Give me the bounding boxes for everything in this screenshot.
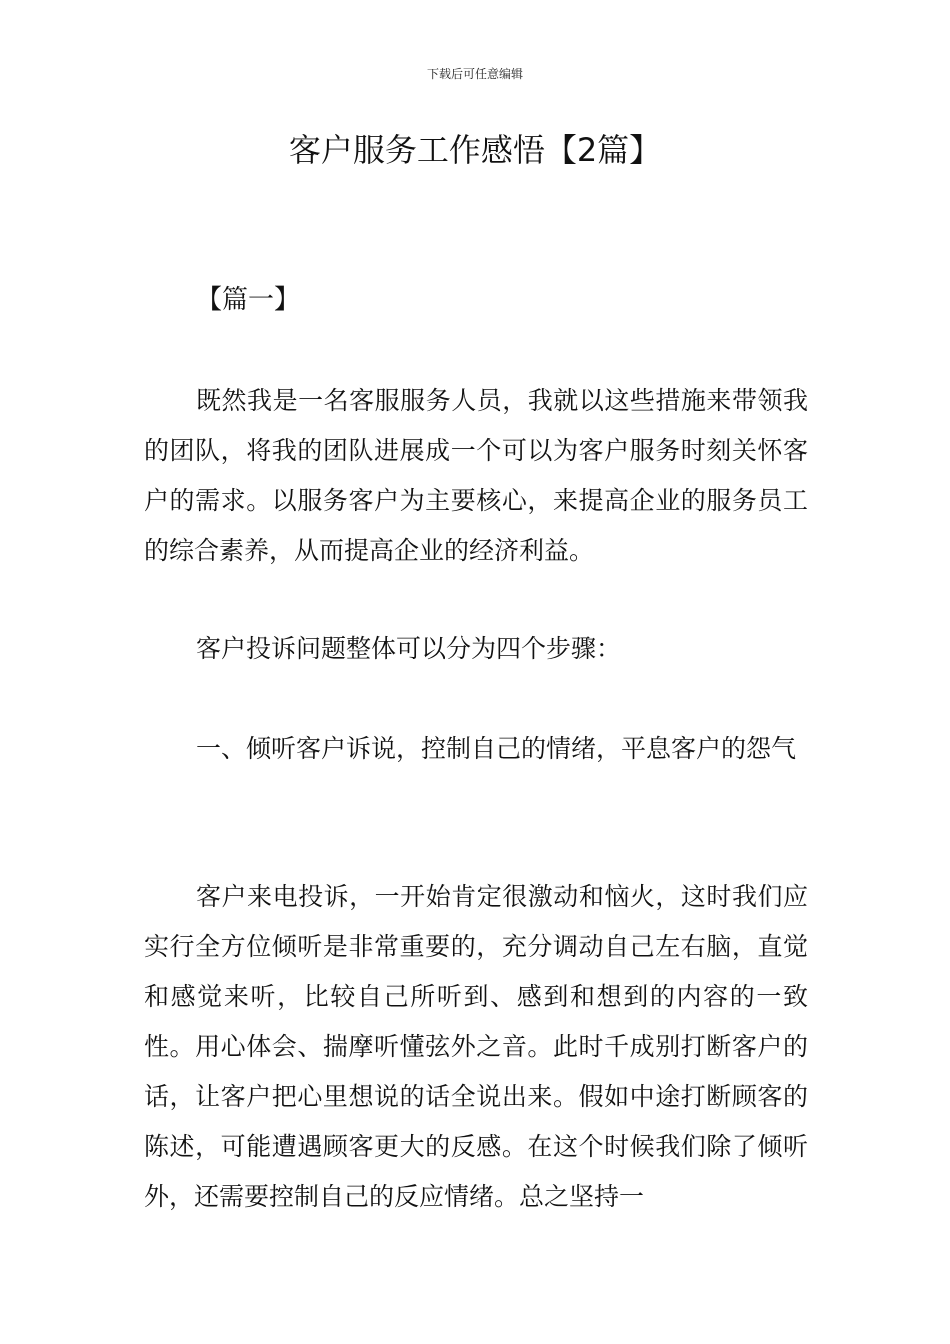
body-paragraph: 客户投诉问题整体可以分为四个步骤： (196, 634, 622, 663)
page-header-note: 下载后可任意编辑 (426, 67, 523, 81)
section-label: 【篇一】 (196, 285, 301, 315)
body-paragraph: 客户来电投诉，一开始肯定很激动和恼火，这时我们应实行全方位倾听是非常重要的，充分调动自己左右脑，直觉和感觉来听，比较自己所听到、感到和想到的内容的一致性。用心体会、揣摩听懂弦外之音。此时千成别打断客户的话，让客户把心里想说的话全说出来。假如中途打断顾客的陈述，可能遭遇顾客更大的反感。在这个时候我们除了倾听外，还需要控制自己的反应情绪。总之坚持一 (144, 882, 808, 1211)
body-paragraph: 既然我是一名客服服务人员，我就以这些措施来带领我的团队，将我的团队进展成一个可以为客户服务时刻关怀客户的需求。以服务客户为主要核心，来提高企业的服务员工的综合素养，从而提高企业的经济利益。 (144, 386, 808, 565)
step-heading: 一、倾听客户诉说，控制自己的情绪，平息客户的怨气 (196, 734, 797, 763)
document-title: 客户服务工作感悟【2篇】 (288, 131, 662, 169)
